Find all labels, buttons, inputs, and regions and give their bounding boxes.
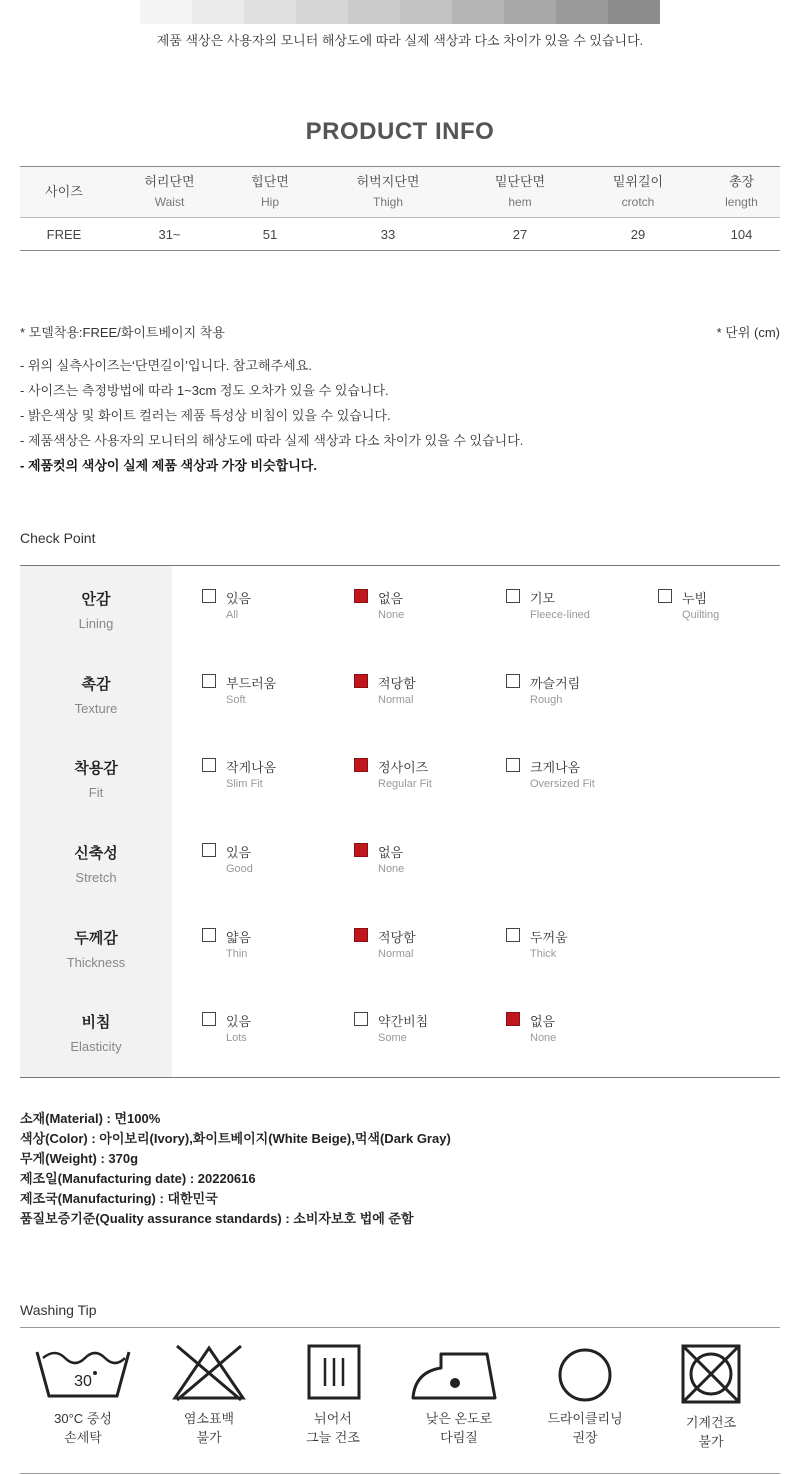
quality-standard-line: 품질보증기준(Quality assurance standards) : 소비자보호 법에 준함 — [20, 1211, 414, 1226]
check-option-sublabel: Thin — [226, 948, 248, 960]
wash-item — [273, 1342, 393, 1447]
check-point-label — [20, 927, 172, 970]
check-point-label — [20, 757, 172, 800]
checked-box-icon — [354, 843, 368, 857]
wash-caption: 불가 — [196, 1430, 222, 1445]
check-point-label-ko: 두께감 — [74, 930, 118, 947]
wash-caption: 뉘어서 — [314, 1411, 352, 1426]
wash-item — [525, 1342, 645, 1447]
check-option-label: 없음 — [378, 845, 404, 860]
check-point-label-en: Lining — [78, 616, 114, 631]
check-option-sublabel: Normal — [378, 694, 414, 706]
check-point-label-ko: 착용감 — [74, 760, 118, 777]
weight-line: 무게(Weight) : 370g — [20, 1151, 139, 1166]
check-point-label — [20, 673, 172, 716]
unchecked-box-icon — [202, 758, 216, 772]
color-swatch — [400, 0, 452, 24]
check-point-label-ko: 비침 — [81, 1014, 111, 1031]
wash-item — [399, 1342, 519, 1447]
unchecked-box-icon — [202, 843, 216, 857]
size-table-header — [20, 167, 780, 218]
check-option-label: 없음 — [378, 591, 404, 606]
size-header-cell: 총장 length — [703, 167, 780, 218]
size-cell: FREE — [20, 218, 108, 251]
check-option-sublabel: Fleece-lined — [530, 609, 590, 621]
color-swatch — [348, 0, 400, 24]
size-header-cell: 허벅지단면 Thigh — [309, 167, 467, 218]
wash-caption: 그늘 건조 — [306, 1430, 360, 1445]
checked-box-icon — [354, 928, 368, 942]
size-cell: 31~ — [108, 218, 231, 251]
check-point-label — [20, 588, 172, 631]
wash-caption: 낮은 온도로 — [425, 1411, 493, 1426]
check-option-sublabel: Good — [226, 863, 253, 875]
check-point-label — [20, 842, 172, 885]
size-header-cell: 힙단면 Hip — [231, 167, 309, 218]
divider — [20, 1327, 780, 1328]
check-option-label: 없음 — [530, 1014, 556, 1029]
check-option-sublabel: Rough — [530, 694, 563, 706]
unchecked-box-icon — [202, 928, 216, 942]
check-option-sublabel: Regular Fit — [378, 778, 432, 790]
size-header-cell: 허리단면 Waist — [108, 167, 231, 218]
manufacturing-country-line: 제조국(Manufacturing) : 대한민국 — [20, 1191, 218, 1206]
check-option-label: 기모 — [530, 591, 556, 606]
check-option-label: 부드러움 — [226, 676, 277, 691]
table-row — [20, 218, 780, 251]
check-option-sublabel: Lots — [226, 1032, 247, 1044]
color-swatch — [504, 0, 556, 24]
note-line: - 위의 실측사이즈는‘단면길이’입니다. 참고해주세요. — [20, 358, 312, 373]
size-cell: 29 — [573, 218, 703, 251]
check-point-label — [20, 1011, 172, 1054]
color-swatch — [556, 0, 608, 24]
check-point-label-en: Stretch — [75, 870, 117, 885]
wash-caption: 드라이클리닝 — [547, 1411, 623, 1426]
check-option-sublabel: Normal — [378, 948, 414, 960]
color-swatch — [296, 0, 348, 24]
unchecked-box-icon — [506, 589, 520, 603]
check-point-label-en: Fit — [88, 785, 104, 800]
note-line: - 밝은색상 및 화이트 컬러는 제품 특성상 비침이 있을 수 있습니다. — [20, 408, 391, 423]
color-swatch — [244, 0, 296, 24]
check-option-label: 있음 — [226, 1014, 252, 1029]
wash-caption: 30°C 중성 — [54, 1411, 112, 1426]
size-notes — [20, 353, 523, 478]
check-point-label-ko: 촉감 — [81, 676, 111, 693]
check-option-sublabel: Soft — [226, 694, 246, 706]
note-line-bold: - 제품컷의 색상이 실제 제품 색상과 가장 비슷합니다. — [20, 458, 317, 473]
color-swatch — [192, 0, 244, 24]
check-option-sublabel: All — [226, 609, 239, 621]
dry-flat-shade-icon — [283, 1342, 383, 1402]
color-swatch — [452, 0, 504, 24]
unchecked-box-icon — [506, 928, 520, 942]
check-option-label: 있음 — [226, 591, 252, 606]
unchecked-box-icon — [506, 674, 520, 688]
checked-box-icon — [354, 589, 368, 603]
check-option-sublabel: None — [378, 863, 405, 875]
model-note: * 모델착용:FREE/화이트베이지 착용 — [20, 325, 225, 340]
wash-caption: 불가 — [698, 1434, 724, 1449]
check-option-sublabel: Slim Fit — [226, 778, 263, 790]
size-cell: 27 — [467, 218, 573, 251]
check-option-label: 까슬거림 — [530, 676, 581, 691]
check-option-label: 작게나옴 — [226, 760, 277, 775]
color-swatch — [608, 0, 660, 24]
check-option-sublabel: Quilting — [682, 609, 720, 621]
no-tumble-dry-icon — [661, 1342, 761, 1406]
check-option-label: 얇음 — [226, 930, 252, 945]
check-point-label-en: Elasticity — [70, 1039, 122, 1054]
unchecked-box-icon — [506, 758, 520, 772]
wash-temp-label: 30 — [74, 1373, 92, 1390]
check-point-row — [20, 905, 780, 990]
check-option-label: 적당함 — [378, 930, 416, 945]
check-point-label-en: Thickness — [66, 955, 126, 970]
check-point-label-ko: 신축성 — [74, 845, 118, 862]
check-option-sublabel: None — [530, 1032, 557, 1044]
check-option-label: 적당함 — [378, 676, 416, 691]
check-option-label: 있음 — [226, 845, 252, 860]
wash-caption: 기계건조 — [685, 1415, 737, 1430]
size-cell: 104 — [703, 218, 780, 251]
check-point-row — [20, 566, 780, 651]
check-point-table — [20, 565, 780, 1078]
unchecked-box-icon — [202, 674, 216, 688]
unchecked-box-icon — [354, 1012, 368, 1026]
unit-note: * 단위 (cm) — [716, 325, 780, 340]
note-line: - 사이즈는 측정방법에 따라 1~3cm 정도 오차가 있을 수 있습니다. — [20, 383, 389, 398]
unchecked-box-icon — [658, 589, 672, 603]
checked-box-icon — [354, 758, 368, 772]
check-point-label-en: Texture — [74, 701, 118, 716]
divider — [20, 1473, 780, 1474]
check-point-row — [20, 735, 780, 820]
check-point-row — [20, 820, 780, 905]
check-option-sublabel: Some — [378, 1032, 407, 1044]
wash-caption: 다림질 — [440, 1430, 478, 1445]
wash-item — [149, 1342, 269, 1447]
dry-clean-icon — [535, 1342, 635, 1402]
wash-caption: 손세탁 — [64, 1430, 102, 1445]
wash-caption: 권장 — [572, 1430, 598, 1445]
size-header-cell: 사이즈 — [20, 167, 108, 218]
size-cell: 51 — [231, 218, 309, 251]
product-info-title: PRODUCT INFO — [305, 118, 495, 145]
wash-item — [23, 1342, 143, 1447]
wash-item — [651, 1342, 771, 1451]
size-cell: 33 — [309, 218, 467, 251]
wash-caption: 염소표백 — [183, 1411, 235, 1426]
unchecked-box-icon — [202, 589, 216, 603]
check-point-label-ko: 안감 — [81, 591, 111, 608]
check-option-sublabel: Oversized Fit — [530, 778, 595, 790]
check-option-label: 정사이즈 — [378, 760, 429, 775]
check-option-label: 크게나옴 — [530, 760, 581, 775]
size-table — [20, 166, 780, 251]
check-point-title: Check Point — [20, 530, 96, 546]
size-header-cell: 밑위길이 crotch — [573, 167, 703, 218]
note-line: - 제품색상은 사용자의 모니터의 해상도에 따라 실제 색상과 다소 차이가 있을 수 있습니다. — [20, 433, 524, 448]
color-swatch-strip — [140, 0, 660, 24]
color-line: 색상(Color) : 아이보리(Ivory),화이트베이지(White Beige),먹색(Dark Gray) — [20, 1131, 451, 1146]
check-option-label: 약간비침 — [378, 1014, 429, 1029]
check-option-label: 누빔 — [682, 591, 708, 606]
color-swatch — [140, 0, 192, 24]
check-option-label: 두꺼움 — [530, 930, 568, 945]
check-option-sublabel: None — [378, 609, 405, 621]
no-bleach-icon — [159, 1342, 259, 1402]
check-point-row — [20, 989, 780, 1074]
material-line: 소재(Material) : 면100% — [20, 1111, 161, 1126]
unchecked-box-icon — [202, 1012, 216, 1026]
manufacturing-date-line: 제조일(Manufacturing date) : 20220616 — [20, 1171, 256, 1186]
washing-tip-title: Washing Tip — [20, 1302, 97, 1318]
iron-low-icon — [409, 1342, 509, 1402]
wash-30-icon — [33, 1342, 133, 1402]
material-info — [20, 1109, 451, 1229]
size-header-cell: 밑단단면 hem — [467, 167, 573, 218]
check-point-row — [20, 651, 780, 736]
color-note: 제품 색상은 사용자의 모니터 해상도에 따라 실제 색상과 다소 차이가 있을 수 있습니다. — [156, 33, 644, 48]
checked-box-icon — [506, 1012, 520, 1026]
check-option-sublabel: Thick — [530, 948, 557, 960]
checked-box-icon — [354, 674, 368, 688]
